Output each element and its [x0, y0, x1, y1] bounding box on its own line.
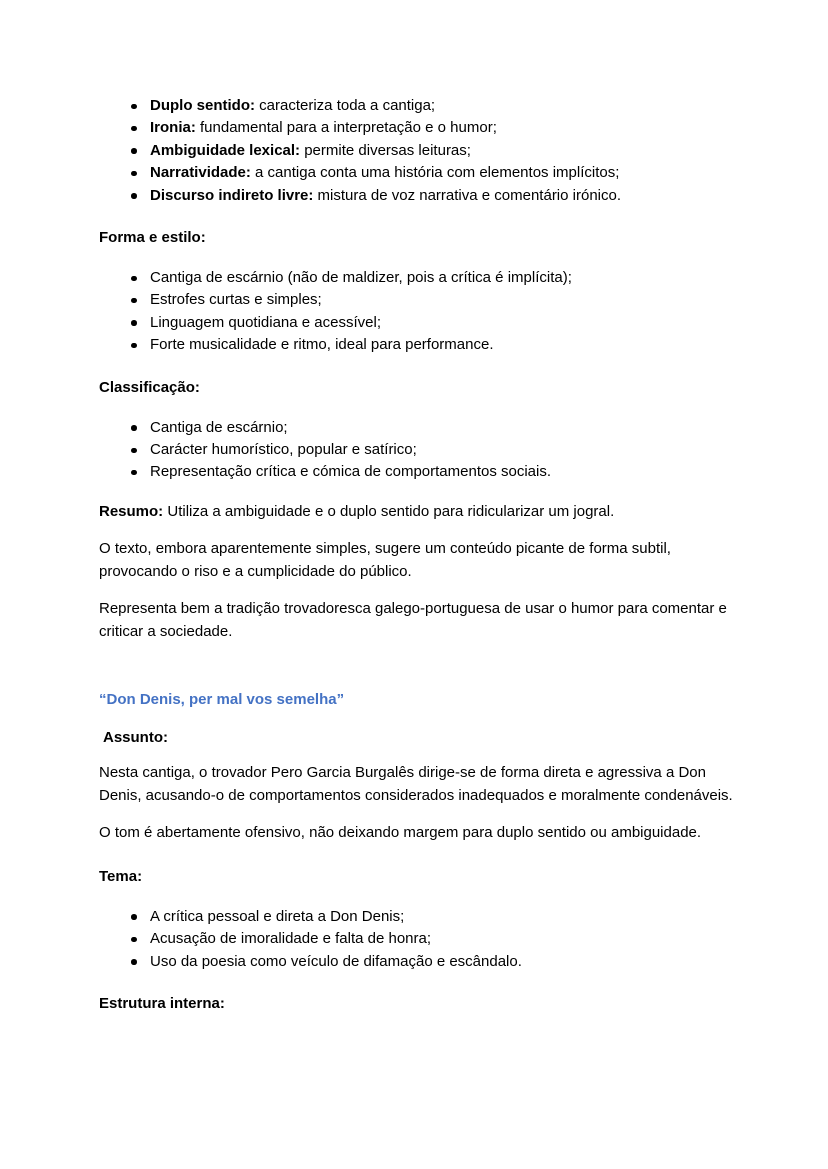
spacer — [99, 249, 752, 267]
heading-assunto: Assunto: — [103, 728, 168, 746]
tema-list — [99, 906, 752, 973]
spacer — [99, 643, 752, 689]
heading-tema: Tema: — [99, 867, 143, 885]
list-item — [99, 162, 752, 184]
list-item — [99, 95, 752, 117]
list-item-text: caracteriza toda a cantiga; — [255, 97, 436, 114]
spacer — [99, 399, 752, 417]
spacer — [99, 207, 752, 227]
list-item: Forte musicalidade e ritmo, ideal para performance. — [99, 334, 752, 356]
list-item-lead: Ironia: — [150, 119, 196, 137]
paragraph-representa: Representa bem a tradição trovadoresca galego-portuguesa de usar o humor para comentar e criticar a sociedade. — [99, 599, 727, 640]
list-item-lead: Ambiguidade lexical: — [150, 141, 301, 159]
spacer — [99, 711, 752, 727]
paragraph-resumo — [99, 500, 752, 523]
list-item: Representação crítica e cómica de comportamentos sociais. — [99, 461, 752, 483]
cantiga-title: “Don Denis, per mal vos semelha” — [99, 690, 345, 708]
list-item-lead: Duplo sentido: — [150, 97, 255, 114]
list-item — [99, 140, 752, 162]
paragraph-o-texto: O texto, embora aparentemente simples, sugere um conteúdo picante de forma subtil, provocando o riso e a cumplicidade do público. — [99, 539, 671, 580]
forma-e-estilo-list — [99, 267, 752, 357]
spacer — [99, 973, 752, 993]
list-item — [99, 185, 752, 207]
list-item-lead: Narratividade: — [150, 164, 251, 182]
paragraph-nesta-cantiga: Nesta cantiga, o trovador Pero Garcia Burgalês dirige-se de forma direta e agressiva a Don Denis, acusando-o de comportamentos considerados inadequados e moralmente condenáveis. — [99, 763, 733, 804]
list-item-text: a cantiga conta uma história com elementos implícitos; — [250, 164, 620, 182]
heading-estrutura-interna: Estrutura interna: — [99, 995, 225, 1013]
spacer — [99, 357, 752, 377]
list-item: Acusação de imoralidade e falta de honra; — [99, 928, 752, 950]
spacer — [99, 484, 752, 500]
caracteristicas-list — [99, 95, 752, 207]
spacer — [99, 844, 752, 866]
resumo-text: Utiliza a ambiguidade e o duplo sentido para ridicularizar um jogral. — [163, 502, 615, 520]
list-item: Estrofes curtas e simples; — [99, 289, 752, 311]
list-item-text: fundamental para a interpretação e o humor; — [195, 119, 497, 137]
list-item: Linguagem quotidiana e acessível; — [99, 312, 752, 334]
list-item: Cantiga de escárnio (não de maldizer, pois a crítica é implícita); — [99, 267, 752, 289]
list-item: Uso da poesia como veículo de difamação e escândalo. — [99, 951, 752, 973]
list-item-lead: Discurso indireto livre: — [150, 186, 314, 204]
heading-classificacao: Classificação: — [99, 378, 200, 396]
classificacao-list — [99, 417, 752, 484]
list-item-text: permite diversas leituras; — [300, 141, 471, 159]
list-item: Cantiga de escárnio; — [99, 417, 752, 439]
resumo-lead: Resumo: — [99, 502, 164, 520]
spacer — [99, 523, 752, 537]
spacer — [99, 583, 752, 597]
spacer — [99, 749, 752, 761]
list-item-text: mistura de voz narrativa e comentário irónico. — [313, 186, 622, 204]
list-item — [99, 117, 752, 139]
list-item: A crítica pessoal e direta a Don Denis; — [99, 906, 752, 928]
spacer — [99, 888, 752, 906]
document-body — [99, 95, 752, 1015]
heading-forma-e-estilo: Forma e estilo: — [99, 229, 206, 247]
spacer — [99, 807, 752, 821]
paragraph-tom: O tom é abertamente ofensivo, não deixando margem para duplo sentido ou ambiguidade. — [99, 823, 702, 841]
list-item: Carácter humorístico, popular e satírico; — [99, 439, 752, 461]
